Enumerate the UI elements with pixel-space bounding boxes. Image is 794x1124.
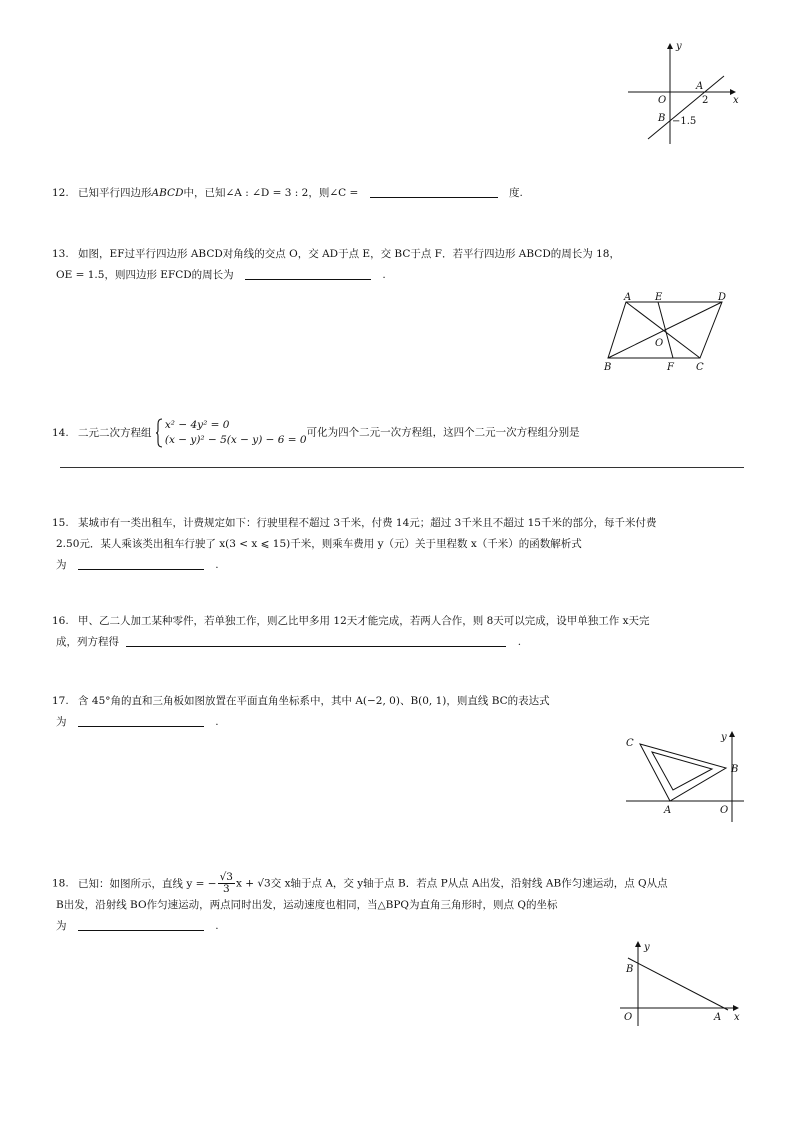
q17-number: 17. <box>52 695 69 707</box>
q12-answer-blank[interactable] <box>370 185 498 198</box>
q15-number: 15. <box>52 517 69 529</box>
q16-end: . <box>517 636 522 648</box>
q13-parallelogram-figure <box>598 288 738 378</box>
q16-answer-blank[interactable] <box>126 634 506 647</box>
q12-text-b: 中，已知∠A : ∠D = 3 : 2，则∠C = <box>183 187 359 199</box>
question-15 <box>52 513 656 576</box>
label-o: O <box>624 1012 633 1023</box>
q13-end: . <box>382 269 386 281</box>
q14-eq2: (x − y)² − 5(x − y) − 6 = 0 <box>164 434 307 446</box>
q14-number: 14. <box>52 427 69 439</box>
q15-end: . <box>215 559 219 571</box>
label-y: y <box>644 942 650 953</box>
question-12 <box>52 183 523 204</box>
label-c: C <box>696 362 704 373</box>
q13-number: 13. <box>52 248 69 260</box>
q18-end: . <box>215 920 219 932</box>
q18-frac-den: 3 <box>222 883 230 895</box>
q14-eq1: x² − 4y² = 0 <box>164 419 230 431</box>
question-13 <box>52 244 620 286</box>
q16-line1: 甲、乙二人加工某种零件，若单独工作，则乙比甲多用 12天才能完成，若两人合作，则 8天可以完成，设甲单独工作 x天完 <box>78 615 650 627</box>
q17-line1: 含 45°角的直和三角板如图放置在平面直角坐标系中，其中 A(−2, 0)、B(0, 1)，则直线 BC的表达式 <box>78 695 550 707</box>
q18-answer-blank[interactable] <box>78 918 204 931</box>
q17-triangle-figure <box>618 728 748 824</box>
q17-answer-blank[interactable] <box>78 714 204 727</box>
label-a: A <box>664 805 672 816</box>
q18-fraction <box>218 872 235 895</box>
diagonal-ac <box>626 302 700 358</box>
q14-text-b: 可化为四个二元一次方程组，这四个二元一次方程组分别是 <box>306 426 580 439</box>
label-a: A <box>714 1012 722 1023</box>
label-2: 2 <box>702 95 709 106</box>
q18-line3: 为 <box>56 920 67 932</box>
q18-number: 18. <box>52 877 69 890</box>
q14-equation-system <box>165 418 307 448</box>
y-axis-arrow <box>667 43 673 49</box>
q11-coordinate-figure <box>620 36 750 152</box>
q12-number: 12. <box>52 187 69 199</box>
q16-number: 16. <box>52 615 69 627</box>
label-a: A <box>624 292 632 303</box>
question-14 <box>52 418 580 448</box>
q18-line-figure <box>616 938 746 1030</box>
segment-ef <box>658 302 673 358</box>
q17-line2: 为 <box>56 716 67 728</box>
q13-line2: OE = 1.5，则四边形 EFCD的周长为 <box>56 269 234 281</box>
label-x: x <box>734 1012 740 1023</box>
brace-icon <box>155 418 163 448</box>
label-x: x <box>733 95 739 106</box>
line-ab <box>628 958 728 1010</box>
label-b: B <box>658 113 666 124</box>
q18-line1-b: x + √3交 x轴于点 A，交 y轴于点 B．若点 P从点 A出发，沿射线 AB作匀速运动，点 Q从点 <box>235 877 668 890</box>
q18-frac-num: √3 <box>219 871 233 883</box>
q13-answer-blank[interactable] <box>245 267 371 280</box>
question-18 <box>52 872 668 937</box>
label-o: O <box>658 95 667 106</box>
label-c: C <box>626 738 634 749</box>
q15-line1: 某城市有一类出租车，计费规定如下：行驶里程不超过 3千米，付费 14元；超过 3千米且不超过 15千米的部分，每千米付费 <box>78 517 657 529</box>
label-y: y <box>676 41 682 52</box>
label-neg15: −1.5 <box>672 116 697 127</box>
q14-text-a: 二元二次方程组 <box>78 426 152 439</box>
q12-abcd: ABCD <box>151 187 184 199</box>
x-axis-arrow <box>733 1005 739 1011</box>
y-axis-arrow <box>635 941 641 947</box>
label-b: B <box>626 964 634 975</box>
q14-answer-line[interactable] <box>60 467 744 468</box>
label-y: y <box>721 732 727 743</box>
q16-line2: 成，列方程得 <box>56 636 119 648</box>
q12-text-a: 已知平行四边形 <box>78 187 152 199</box>
q15-line3: 为 <box>56 559 67 571</box>
q15-line2: 2.50元．某人乘该类出租车行驶了 x(3 < x ⩽ 15)千米，则乘车费用 y（元）关于里程数 x（千米）的函数解析式 <box>56 538 582 550</box>
label-a: A <box>696 81 704 92</box>
question-17 <box>52 691 550 733</box>
label-d: D <box>718 292 727 303</box>
q15-answer-blank[interactable] <box>78 557 204 570</box>
label-o: O <box>655 338 664 349</box>
q12-text-c: 度. <box>509 187 523 199</box>
label-b: B <box>731 764 739 775</box>
label-b: B <box>604 362 612 373</box>
q17-end: . <box>215 716 219 728</box>
label-f: F <box>667 362 674 373</box>
label-e: E <box>655 292 663 303</box>
label-o: O <box>720 805 729 816</box>
question-16 <box>52 611 650 653</box>
q18-line2: B出发，沿射线 BO作匀速运动，两点同时出发，运动速度也相同，当△BPQ为直角三角形时，则点 Q的坐标 <box>56 899 558 911</box>
y-axis-arrow <box>729 731 735 737</box>
line-ab <box>648 76 724 139</box>
q13-line1: 如图，EF过平行四边形 ABCD对角线的交点 O，交 AD于点 E，交 BC于点 F．若平行四边形 ABCD的周长为 18， <box>78 248 620 260</box>
q18-line1-a: 已知：如图所示，直线 y = − <box>78 877 217 890</box>
